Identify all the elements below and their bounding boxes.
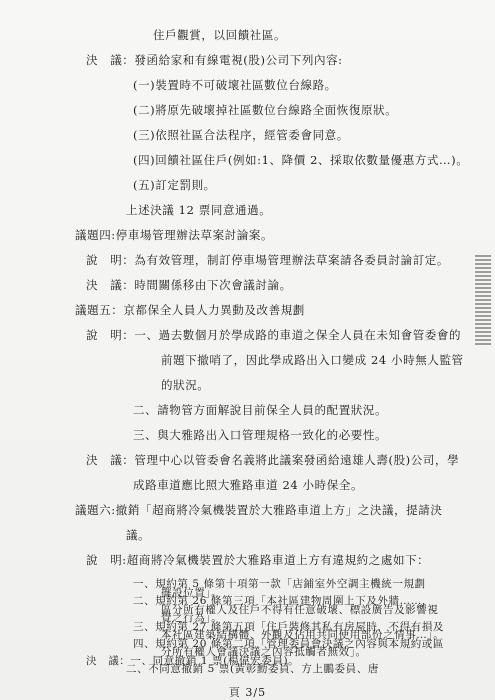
text-line: 本社區建築結構體、外觀及佔用共同使用部份之情事…」。: [161, 629, 445, 641]
text-line: 一、規約第 5 條第十項第一款「店鋪室外空調主機統一規劃: [133, 578, 426, 590]
text-line: 上述決議 12 票同意通過。: [126, 203, 272, 217]
text-line: 二、不同意撤銷 5 票(黃彰勳委員、方上鵬委員、唐: [126, 663, 379, 675]
text-line: 覺之行為」。: [161, 612, 223, 624]
text-line: 決 議：發函給家和有線電視(股)公司下列內容:: [86, 53, 343, 67]
text-line: 決 議：一、同意撤銷 1 票(楊偉宏委員)。: [86, 654, 300, 667]
text-line: 四、規約第 20 條第二項「管理委員會決議之內容與本規約或區: [133, 637, 445, 650]
text-line: 議題六:撤銷「超商將冷氣機裝置於大雅路車道上方」之決議，提請決: [75, 503, 443, 517]
text-line: 前題下撤哨了，因此學成路出入口變成 24 小時無人監管: [161, 353, 464, 367]
text-line: 成路車道應比照大雅路車道 24 小時保全。: [133, 478, 364, 492]
text-line: 議題四:停車場管理辦法草案討論案。: [75, 228, 274, 242]
text-line: 議題五：京都保全人員人力異動及改善規劃: [75, 303, 305, 317]
text-line: 區分所有權人及住戶不得有任意破壞、標設廣告及影響視: [161, 603, 439, 616]
text-line: 說 明:超商將冷氣機裝置於大雅路車道上方有違規約之處如下：: [86, 553, 430, 567]
text-line: 住戶觀賞，以回饋社區。: [153, 28, 287, 42]
margin-stamp: [475, 255, 491, 345]
text-line: 議。: [126, 528, 151, 542]
text-line: 三、規約第 27 條第五項「住戶裝修其私有房屋時，不得有損及: [133, 620, 445, 633]
text-line: 二、規約第 26 條第三項「本社區建物周圍上下及外牆……，: [133, 595, 433, 607]
text-line: (一)裝置時不可破壞社區數位台線路。: [133, 78, 337, 92]
text-line: 的狀況。: [161, 378, 210, 392]
text-line: (三)依照社區合法程序，經管委會同意。: [133, 128, 349, 142]
text-line: 二、請物管方面解說目前保全人員的配置狀況。: [133, 403, 388, 417]
text-line: (五)訂定罰則。: [133, 178, 216, 192]
text-line: 擺設位置」。: [161, 586, 223, 599]
text-line: (二)將原先破壞掉社區數位台線路全面恢復原狀。: [133, 103, 398, 117]
text-line: (四)回饋社區住戶(例如:1、降價 2、採取依數量優惠方式…)。: [133, 153, 469, 167]
page-number: 頁 3/5: [228, 686, 267, 699]
text-line: 決 議：管理中心以管委會名義將此議案發函給遠雄人壽(股)公司，學: [86, 453, 460, 467]
text-line: 說 明：為有效管理，制訂停車場管理辦法草案請各委員討論訂定。: [86, 253, 449, 267]
text-line: 決 議：時間關係移由下次會議討論。: [86, 278, 292, 292]
text-line: 三、與大雅路出入口管理規格一致化的必要性。: [133, 428, 388, 442]
text-line: 說 明：一、過去數個月於學成路的車道之保全人員在未知會管委會的: [86, 328, 462, 342]
text-line: 分所有權人會議決議之內容抵觸者無效」。: [161, 646, 367, 658]
